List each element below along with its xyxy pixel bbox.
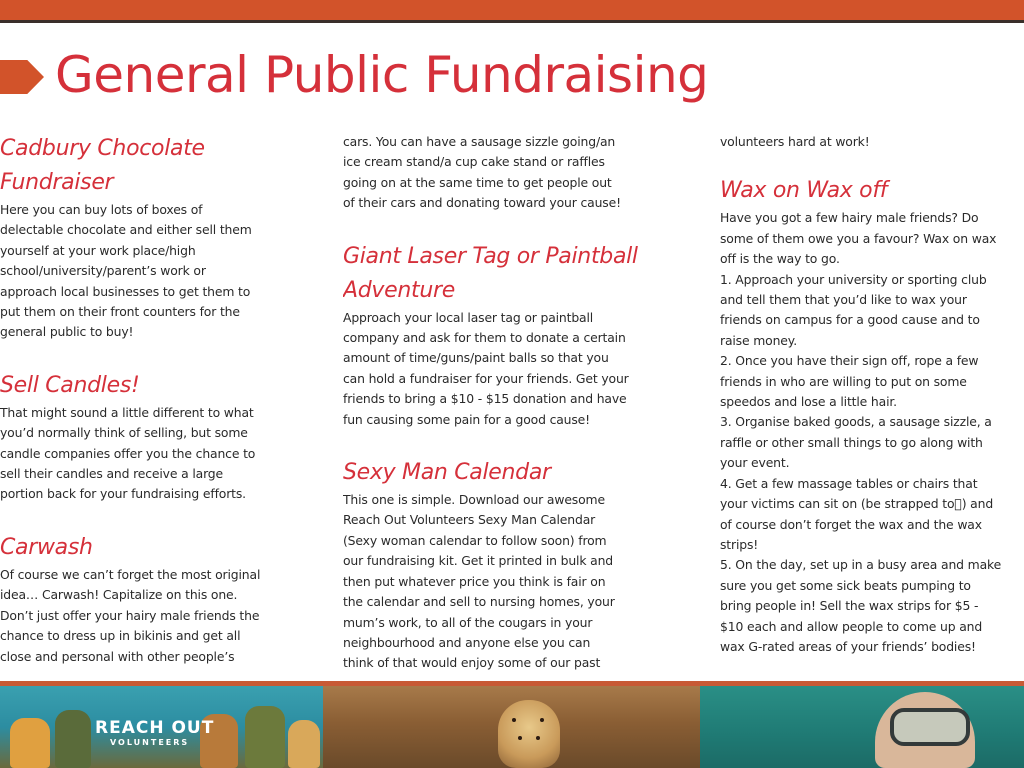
section-wax xyxy=(720,174,1024,657)
section-body-continued: volunteers hard at work! xyxy=(720,134,870,149)
cheetah-photo xyxy=(323,686,700,768)
section-lasertag xyxy=(343,240,676,430)
spacer xyxy=(343,214,676,240)
diving-mask-icon xyxy=(890,708,970,746)
reach-out-logo: REACH OUT xyxy=(95,718,215,738)
section-carwash xyxy=(0,531,300,667)
cheetah-head xyxy=(498,700,560,768)
section-heading: Sell Candles! xyxy=(0,372,140,398)
person-figure xyxy=(288,720,320,768)
spacer xyxy=(0,505,300,531)
spacer xyxy=(343,430,676,456)
section-body: That might sound a little different to what you’d normally think of selling, but some candle companies offer you the chance to sell their candles and receive a large portion back for your fundraising efforts. xyxy=(0,404,256,502)
section-body: This one is simple. Download our awesome Reach Out Volunteers Sexy Man Calendar (Sexy woman calendar to follow soon) from our fundraising kit. Get it printed in bulk and then put whatever price you think is fair on the calendar and sell to nursing homes, your mum’s work, to all of the cougars in your neighbourhood and anyone else you can think of that would enjoy some of our past xyxy=(343,492,615,671)
person-figure xyxy=(55,710,91,768)
column-middle xyxy=(343,132,676,673)
top-divider xyxy=(0,20,1024,23)
section-body: Of course we can’t forget the most original idea… Carwash! Capitalize on this one. Don’t just offer your hairy male friends the chance to dress up in bikinis and get all close and personal with other people’s xyxy=(0,566,261,664)
section-body: Approach your local laser tag or paintball company and ask for them to donate a certain amount of time/guns/paint balls so that you can hold a fundraiser for your friends. Get your friends to bring a $10 - $15 donation and have fun causing some pain for a good cause! xyxy=(343,309,629,427)
section-body: Here you can buy lots of boxes of delectable chocolate and either sell them yourself at your work place/high school/university/parent’s work or approach local businesses to get them to put them on their front counters for the general public to buy! xyxy=(0,202,252,340)
spacer xyxy=(720,152,1024,174)
column-left xyxy=(0,132,300,673)
section-heading: Giant Laser Tag or Paintball Adventure xyxy=(343,243,638,303)
section-cadbury xyxy=(0,132,300,343)
person-figure xyxy=(245,706,285,768)
section-heading: Cadbury Chocolate Fundraiser xyxy=(0,136,205,195)
section-body-continued: cars. You can have a sausage sizzle going/an ice cream stand/a cup cake stand or raffles going on at the same time to get people out of their cars and donating toward your cause! xyxy=(343,134,621,211)
section-heading: Sexy Man Calendar xyxy=(343,460,551,486)
spacer xyxy=(0,343,300,369)
volunteers-logo: VOLUNTEERS xyxy=(110,738,190,747)
top-accent-bar xyxy=(0,0,1024,20)
person-figure xyxy=(10,718,50,768)
section-calendar xyxy=(343,456,676,673)
section-candles xyxy=(0,369,300,505)
page-title: General Public Fundraising xyxy=(55,46,709,104)
section-heading: Wax on Wax off xyxy=(720,178,888,204)
title-arrow-icon xyxy=(0,60,44,94)
diver-photo xyxy=(700,686,1024,768)
section-body: Have you got a few hairy male friends? Do some of them owe you a favour? Wax on wax off is the way to go. 1. Approach your university or sporting club and tell them that you’d like to wax your friends on campus for a good cause and to raise money. 2. Once you have their sign off, rope a few friends in who are willing to put on some speedos and lose a little hair. 3. Organise baked goods, a sausage sizzle, a raffle or other small things to go along with your event. 4. Get a few massage tables or chairs that your victims can sit on (be strapped to ) and of course don’t forget the wax and the wax strips! 5. On the day, set up in a busy area and make sure you get some sick beats pumping to bring people in! Sell the wax strips for $5 - $10 each and allow people to come up and wax G-rated areas of your friends’ bodies! xyxy=(720,210,1002,654)
volunteers-photo xyxy=(0,686,323,768)
section-heading: Carwash xyxy=(0,534,93,560)
column-right xyxy=(720,132,1024,673)
photo-strip xyxy=(0,686,1024,768)
